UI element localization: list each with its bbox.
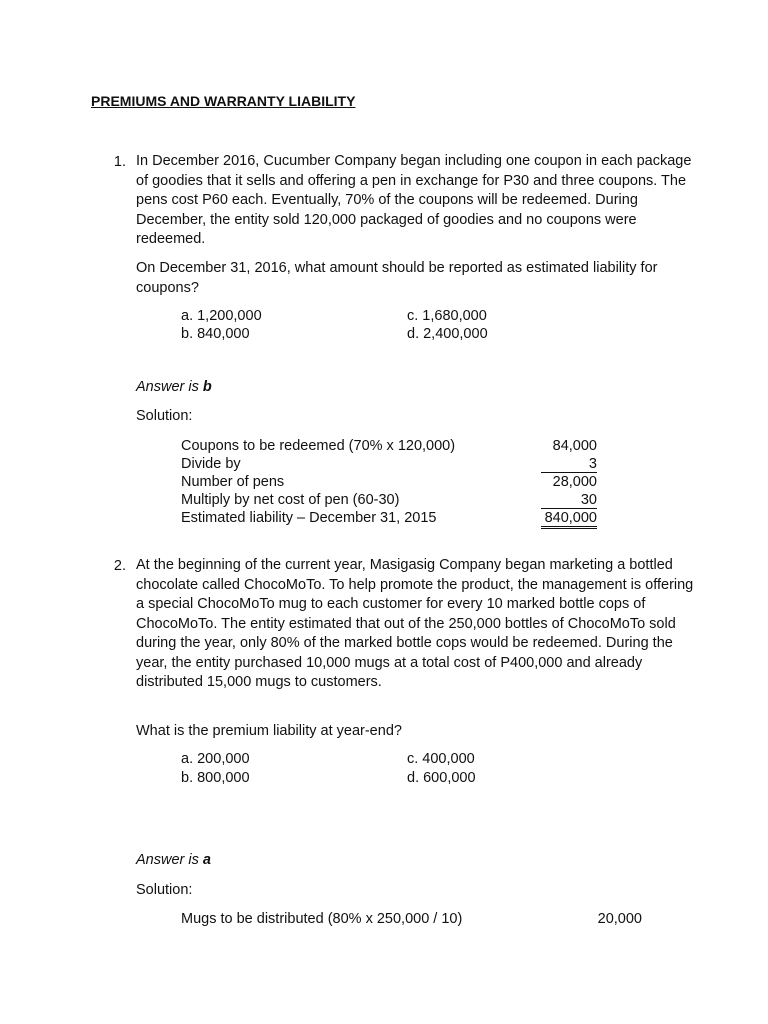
q1-option-d: d. 2,400,000 <box>407 326 488 342</box>
q1-option-c: c. 1,680,000 <box>407 308 487 324</box>
q2-option-d: d. 600,000 <box>407 770 476 786</box>
q2-answer <box>136 852 211 868</box>
q1-answer-letter: b <box>202 379 212 395</box>
page-title: PREMIUMS AND WARRANTY LIABILITY <box>91 93 356 109</box>
question-2-body: At the beginning of the current year, Masigasig Company began marketing a bottled chocolate called ChocoMoTo. To help promote the product, the management is offering a special ChocoMoTo mug to each customer for every 10 marked bottle cops of ChocoMoTo. The entity estimated that out of the 250,000 bottles of ChocoMoTo sold during the year, only 80% of the marked bottle cops would be redeemed. During the year, the entity purchased 10,000 mugs at a total cost of P400,000 and already distributed 15,000 mugs to customers. <box>136 557 694 690</box>
q1-solution-row-value: 3 <box>541 456 597 473</box>
q1-answer <box>136 379 212 395</box>
q1-solution-row-value: 84,000 <box>552 438 597 454</box>
q1-solution-row-label: Estimated liability – December 31, 2015 <box>181 510 437 526</box>
q2-answer-letter: a <box>202 852 211 868</box>
question-1-prompt: On December 31, 2016, what amount should be reported as estimated liability for coupons? <box>136 260 658 296</box>
q2-solution-label: Solution: <box>136 882 193 898</box>
q1-solution-row-value: 840,000 <box>541 510 597 529</box>
q1-answer-prefix: Answer is <box>136 379 203 395</box>
q1-solution-label: Solution: <box>136 408 193 424</box>
q2-option-b: b. 800,000 <box>181 770 250 786</box>
q2-option-c: c. 400,000 <box>407 751 475 767</box>
q1-solution-row-label: Divide by <box>181 456 241 472</box>
q1-option-b: b. 840,000 <box>181 326 250 342</box>
q1-solution-row-label: Multiply by net cost of pen (60-30) <box>181 492 400 508</box>
q2-option-a: a. 200,000 <box>181 751 250 767</box>
q1-solution-row-label: Coupons to be redeemed (70% x 120,000) <box>181 438 456 454</box>
q1-option-a: a. 1,200,000 <box>181 308 262 324</box>
q2-answer-prefix: Answer is <box>136 852 203 868</box>
question-1-body: In December 2016, Cucumber Company began including one coupon in each package of goodies that it sells and offering a pen in exchange for P30 and three coupons. The pens cost P60 each. Eventually, 70% of the coupons will be redeemed. During December, the entity sold 120,000 packaged of goodies and no coupons were redeemed. <box>136 153 692 247</box>
q2-solution-row-label: Mugs to be distributed (80% x 250,000 / 10) <box>181 911 463 927</box>
question-2-number: 2. <box>113 558 126 574</box>
q1-solution-row-value: 28,000 <box>552 474 597 490</box>
q1-solution-row-value: 30 <box>541 492 597 509</box>
q2-solution-row-value: 20,000 <box>597 911 642 927</box>
q1-solution-row-label: Number of pens <box>181 474 285 490</box>
question-2-prompt: What is the premium liability at year-end? <box>136 723 402 739</box>
question-1-number: 1. <box>113 154 126 170</box>
